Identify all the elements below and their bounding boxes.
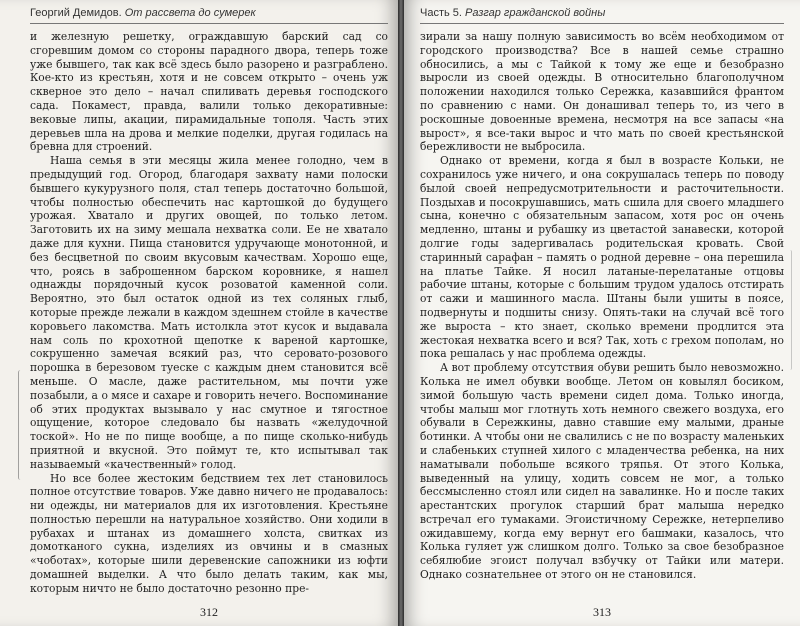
paragraph: и железную решетку, ограждавшую барский сад со сгоревшим домом со стороны парадного двора, теперь тоже уже бывшего, так как всё здесь было разорено и разграблено. Кое-кто из крестьян, хотя и не совсем открыто – очень уж скверное это дело – начал спиливать деревья господского сада. Покамест, правда, валили только декоративные: вековые липы, акации, пирамидальные тополя. Часть этих деревьев шла на дрова и мелкие поделки, другая годилась на бревна для строений. xyxy=(30,30,388,154)
left-page xyxy=(0,0,398,626)
pencil-margin-mark xyxy=(788,250,792,370)
running-head-part: Часть 5. xyxy=(420,7,462,19)
paragraph: Наша семья в эти месяцы жила менее голодно, чем в предыдущий год. Огород, благодаря захвату нами полоски бывшего кукурузного поля, стал теперь достаточно большой, чтобы полностью обеспечить нас картошкой до будущего урожая. Хватало и других овощей, по только летом. Заготовить их на зиму мешала нехватка соли. Ее не хватало даже для кухни. Пища становится удручающе монотонной, и без бесцветной по своим вкусовым качествам. Хорошо еще, что, роясь в заброшенном барском коровнике, я нашел однажды порядочный кусок розоватой каменной соли. Вероятно, это был остаток одной из тех соляных глыб, которые прежде лежали в каждом здешнем стойле в качестве коровьего лакомства. Мать истолкла этот кусок и выдавала нам соль по крохотной щепотке к вареной картошке, сокрушенно замечая всякий раз, что серовато-розового порошка в березовом туеске с каждым днем становится всё меньше. О масле, даже растительном, мы почти уже позабыли, а о мясе и сахаре и говорить нечего. Воспоминание об этих продуктах вызывало у нас смутное и тягостное ощущение, которое следовало бы назвать «желудочной тоской». Но не по пище вообще, а по пище сколько-нибудь приятной и вкусной. Это поймут те, кто испытывал так называемый «качественный» голод. xyxy=(30,154,388,471)
left-running-head xyxy=(30,6,388,24)
paragraph: зирали за нашу полную зависимость во всём необходимом от городского производства? Все в нашей семье страшно обносились, а мы с Тайкой к тому же еще и безобразно выросли из своей одежды. В относительно благополучном положении находился только Сережка, казавшийся франтом по сравнению с нами. Он донашивал теперь то, из чего в роскошные довоенные времена, несмотря на все запасы «на вырост», я все-таки вырос и что мать по своей крестьянской бережливости не выбросила. xyxy=(420,30,784,154)
running-head-part-title: Разгар гражданской войны xyxy=(465,7,606,19)
running-head-book-title: От рассвета до сумерек xyxy=(124,7,256,19)
page-number: 313 xyxy=(593,605,611,619)
right-text-block xyxy=(420,30,784,582)
paragraph: А вот проблему отсутствия обуви решить было невозможно. Колька не имел обувки вообще. Летом он ковылял босиком, зимой большую часть времени сидел дома. Только иногда, чтобы малыш мог глотнуть хоть немного свежего воздуха, его обували в Сережкины, давно ставшие ему малыми, драные ботинки. А чтобы они не свалились с не по возрасту маленьких и слабеньких ступней хилого с младенчества ребенка, на них наматывали побольше всякого тряпья. От этого Колька, выведенный на улицу, ходить совсем не мог, а только бессмысленно стоял или сидел на завалинке. Но и после таких арестантских прогулок старший брат малыша нередко встречал его тумаками. Эгоистичному Сережке, нетерпеливо ожидавшему, когда ему вернут его башмаки, казалось, что Колька гуляет уж слишком долго. Только за свое безобразное себялюбие эгоист получал взбучку от Тайки или матери. Однако сознательнее от этого он не становился. xyxy=(420,361,784,582)
right-running-head xyxy=(420,6,784,24)
page-number: 312 xyxy=(200,605,218,619)
paragraph: Но все более жестоким бедствием тех лет становилось полное отсутствие товаров. Уже давно ничего не продавалось: ни одежды, ни материалов для их изготовления. Крестьяне полностью перешли на натуральное хозяйство. Они ходили в рубахах и штанах из домашнего холста, свитках из домотканого сукна, изделиях из овчины и в смазных «чоботах», которые шили деревенские сапожники из юфти домашней выделки. А что было делать таким, как мы, которым ничто не было достаточно резонно пре- xyxy=(30,471,388,595)
left-text-block xyxy=(30,30,388,596)
right-page xyxy=(404,0,800,626)
running-head-author: Георгий Демидов. xyxy=(30,7,122,19)
pencil-margin-mark xyxy=(18,370,23,480)
paragraph: Однако от времени, когда я был в возрасте Кольки, не сохранилось уже ничего, и она сокрушалась теперь по поводу былой своей непредусмотрительности и расточительности. Поздыхав и посокрушавшись, мать сшила для своего младшего сына, конечно с обязательным запасом, хотя рос он очень медленно, штаны и рубашку из цветастой занавески, которой долгие годы задергивалась родительская кровать. Свой старинный сарафан – память о родной деревне – она перешила на платье Тайке. Я носил латаные-перелатаные отцовы рабочие штаны, которые с большим трудом удалось отстирать от сажи и машинного масла. Штаны были ушиты в поясе, подвернуты и подшиты снизу. Опять-таки на случай всё того же выроста – кто знает, сколько времени продлится эта жестокая нехватка всего и вся? Так, хоть с грехом пополам, но пока решалась у нас проблема одежды. xyxy=(420,154,784,361)
